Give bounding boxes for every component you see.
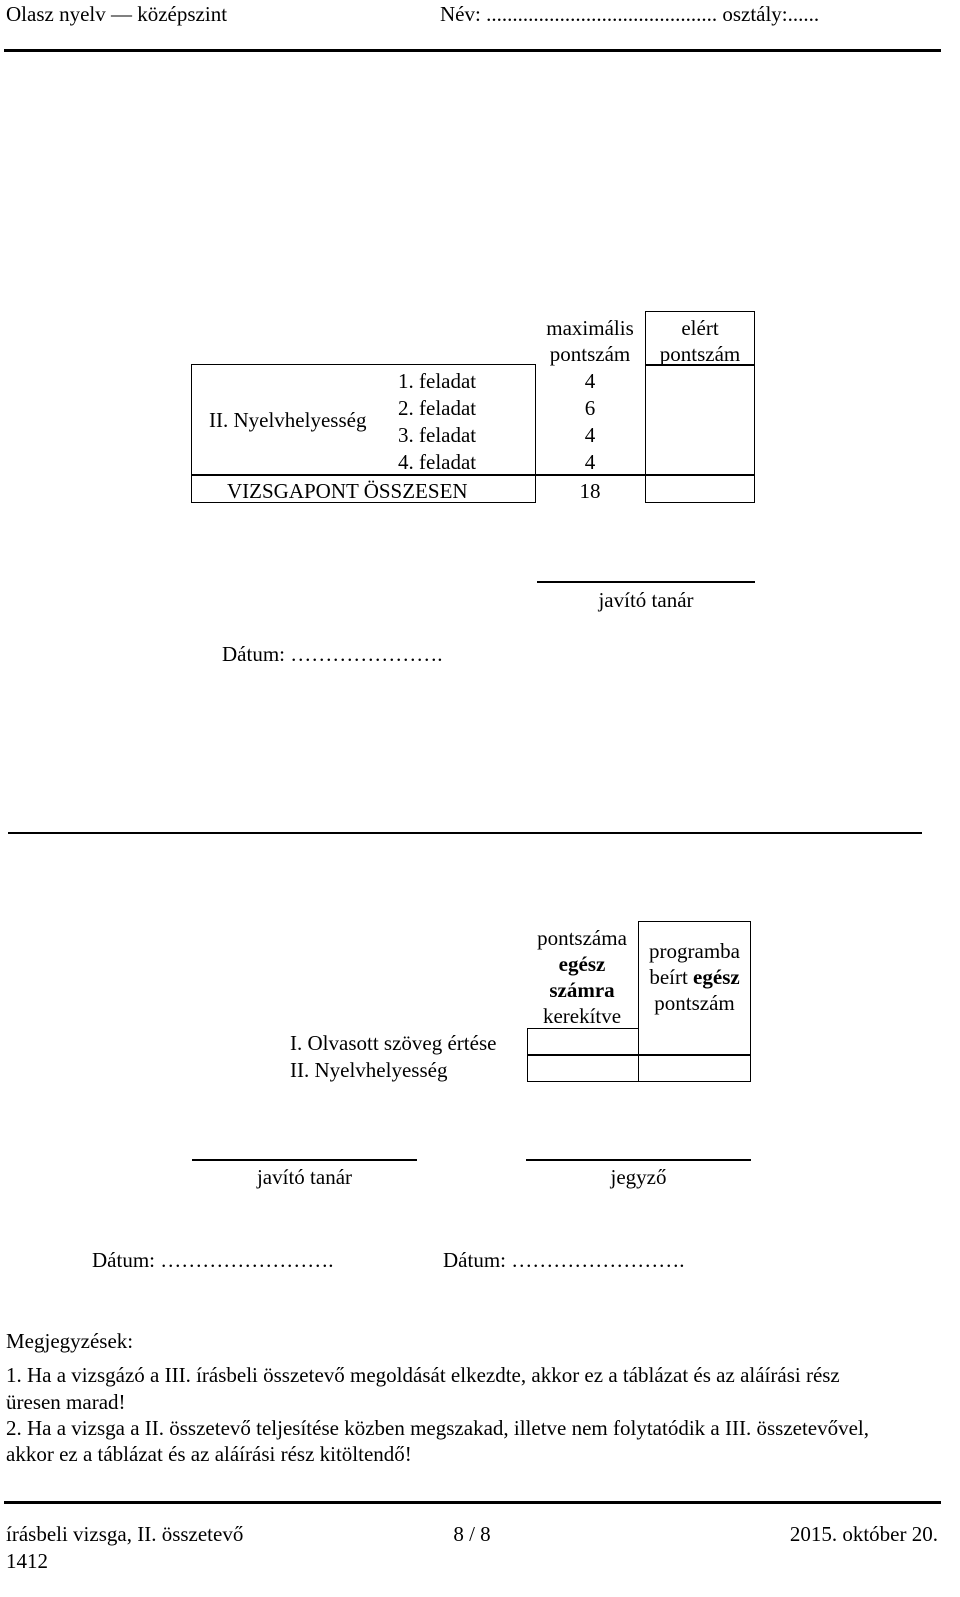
col1-header-2: egész (558, 952, 606, 976)
task-max: 4 (584, 423, 596, 447)
col-got-header-1: elért (681, 316, 719, 340)
section-label: II. Nyelvhelyesség (209, 408, 367, 432)
teacher-label: javító tanár (256, 1165, 353, 1189)
col-max-header-1: maximális (546, 316, 634, 340)
notes-title: Megjegyzések: (6, 1329, 134, 1353)
task-max: 4 (584, 369, 596, 393)
task-max: 6 (584, 396, 596, 420)
signature-line-notary (526, 1159, 751, 1161)
total-label: VIZSGAPONT ÖSSZESEN (227, 479, 468, 503)
date-field-notary[interactable]: Dátum: ……………………. (443, 1248, 685, 1272)
col1-header-1: pontszáma (537, 926, 627, 950)
footer-exam: írásbeli vizsga, II. összetevő (6, 1522, 244, 1546)
signature-line-teacher (192, 1159, 417, 1161)
total-max: 18 (579, 479, 601, 503)
footer-code: 1412 (6, 1549, 48, 1573)
date-field-teacher[interactable]: Dátum: ……………………. (92, 1248, 334, 1272)
separator-rule (8, 832, 922, 834)
date-field[interactable]: Dátum: …………………. (222, 642, 443, 666)
note-2-line-2: akkor ez a táblázat és az aláírási rész kitöltendő! (6, 1442, 412, 1466)
footer-rule (4, 1501, 941, 1504)
col2-header-3: pontszám (654, 991, 735, 1015)
col2-header-1: programba (649, 939, 740, 963)
header-name-class: Név: ............................................ osztály:...... (440, 2, 820, 26)
col2-header-2: beírt egész (649, 965, 740, 989)
col-max-header-2: pontszám (549, 342, 631, 366)
header-subject: Olasz nyelv — középszint (6, 2, 228, 26)
note-2-line-1: 2. Ha a vizsga a II. összetevő teljesítése közben megszakad, illetve nem folytatódik a III. összetevővel, (6, 1416, 870, 1440)
task-label: 2. feladat (398, 396, 477, 420)
note-1-line-1: 1. Ha a vizsgázó a III. írásbeli összetevő megoldását elkezdte, akkor ez a táblázat és az aláírási rész (6, 1363, 840, 1387)
col-got-header-2: pontszám (659, 342, 741, 366)
col1-header-3: számra (549, 978, 615, 1002)
notary-label: jegyző (610, 1165, 667, 1189)
task-max: 4 (584, 450, 596, 474)
footer-date: 2015. október 20. (789, 1522, 938, 1546)
task-label: 3. feladat (398, 423, 477, 447)
row-label: II. Nyelvhelyesség (290, 1058, 448, 1082)
task-label: 1. feladat (398, 369, 477, 393)
task-label: 4. feladat (398, 450, 477, 474)
signature-line (537, 581, 755, 583)
header-rule (4, 49, 941, 52)
col1-header-4: kerekítve (542, 1004, 622, 1028)
teacher-label: javító tanár (598, 588, 694, 612)
footer-page: 8 / 8 (453, 1522, 491, 1546)
row-label: I. Olvasott szöveg értése (290, 1031, 497, 1055)
note-1-line-2: üresen marad! (6, 1390, 126, 1414)
